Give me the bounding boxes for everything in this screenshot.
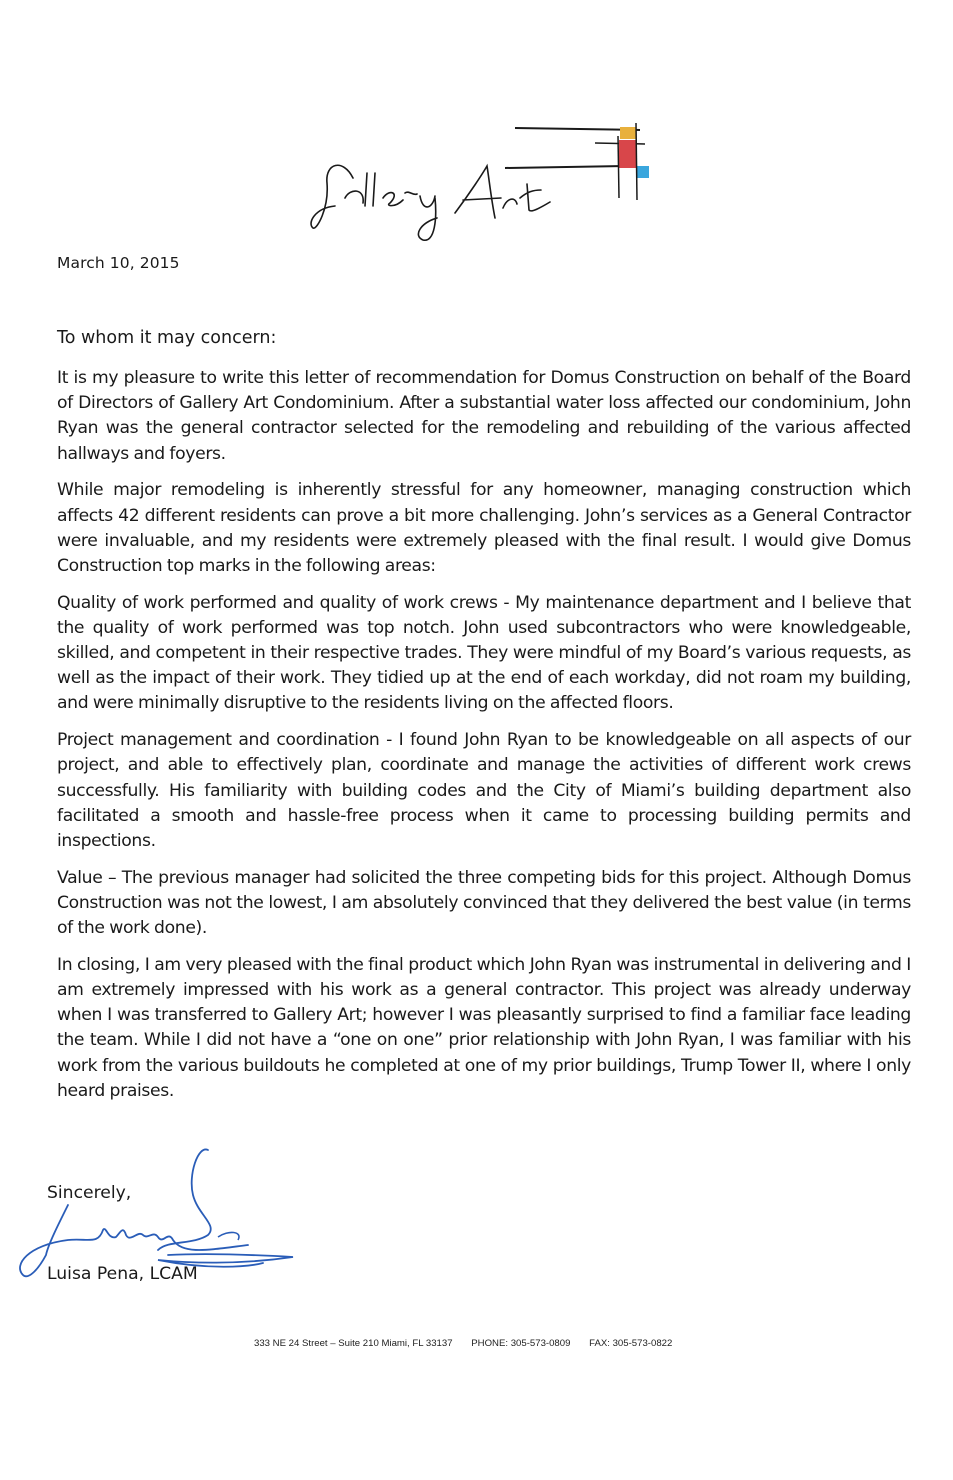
salutation: To whom it may concern: xyxy=(57,328,277,348)
footer-fax: FAX: 305-573-0822 xyxy=(589,1338,673,1349)
signer-name: Luisa Pena, LCAM xyxy=(47,1264,198,1284)
paragraph-closing: In closing, I am very pleased with the final product which John Ryan was instrumental in delivering and I am extremely impressed with his work as a general contractor. This project was already underway when I was transferred to Gallery Art; however I was pleasantly surprised to find a familiar face leading the team. While I did not have a “one on one” prior relationship with John Ryan, I was familiar with his work from the various buildouts he completed at one of my prior buildings, Trump Tower II, where I only heard praises. xyxy=(57,954,911,1101)
logo-red-block xyxy=(619,140,637,168)
footer-address: 333 NE 24 Street – Suite 210 Miami, FL 33137 xyxy=(254,1338,453,1349)
gallery-art-logo-graphic xyxy=(305,118,650,248)
paragraph-value: Value – The previous manager had solicited the three competing bids for this project. Although Domus Construction was not the lowest, I am absolutely convinced that they delivered the best value (in terms of the work done). xyxy=(57,867,911,939)
footer-phone: PHONE: 305-573-0809 xyxy=(471,1338,571,1349)
logo-text: Gallery Art xyxy=(305,118,311,119)
paragraph-quality: Quality of work performed and quality of work crews - My maintenance department and I believe that the quality of work performed was top notch. John used subcontractors who were knowledgeable, skilled, and competent in their respective trades. They were mindful of my Board’s various requests, as well as the impact of their work. They tidied up at the end of each workday, did not roam my building, and were minimally disruptive to the residents living on the affected floors. xyxy=(57,592,911,714)
logo-blue-block xyxy=(637,166,649,178)
paragraph-intro: It is my pleasure to write this letter of recommendation for Domus Construction on behalf of the Board of Directors of Gallery Art Condominium. After a substantial water loss affected our condominium, John Ryan was the general contractor selected for the remodeling and rebuilding of the various affected hallways and foyers. xyxy=(57,368,911,464)
logo-yellow-block xyxy=(620,127,636,139)
closing-text: Sincerely, xyxy=(47,1183,132,1203)
letterhead-footer xyxy=(254,1338,688,1349)
letter-date: March 10, 2015 xyxy=(57,254,180,272)
paragraph-services: While major remodeling is inherently stressful for any homeowner, managing construction which affects 42 different residents can prove a bit more challenging. John’s services as a General Contractor were invaluable, and my residents were extremely pleased with the final result. I would give Domus Construction top marks in the following areas: xyxy=(57,480,911,576)
letter-body xyxy=(57,366,911,1115)
gallery-art-logo xyxy=(305,118,650,248)
paragraph-project-management: Project management and coordination - I found John Ryan to be knowledgeable on all aspects of our project, and able to effectively plan, coordinate and manage the activities of different work crews successfully. His familiarity with building codes and the City of Miami’s building department also facilitated a smooth and hassle-free process when it came to processing building permits and inspections. xyxy=(57,730,911,851)
